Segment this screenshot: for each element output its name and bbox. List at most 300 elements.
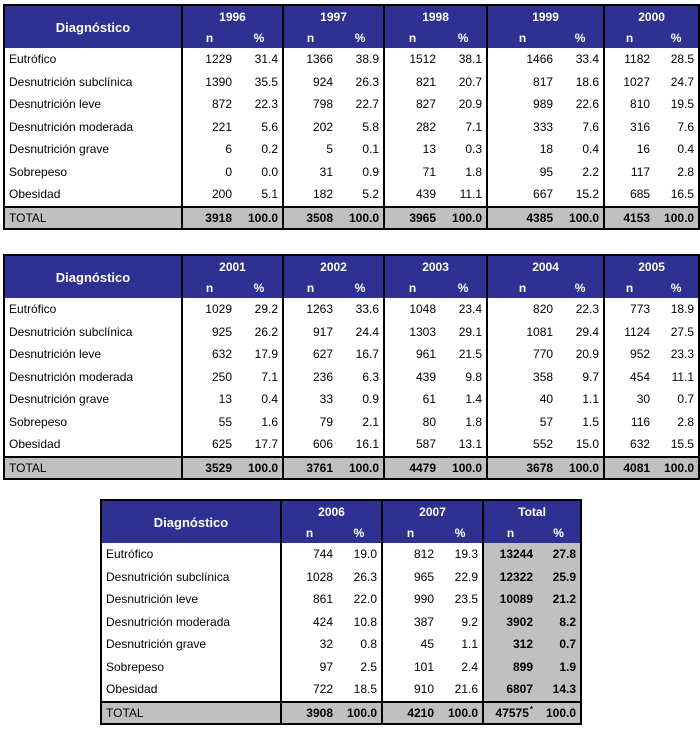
total-value: 3678 bbox=[526, 460, 554, 475]
count-cell: 6807 bbox=[483, 678, 537, 702]
percent-cell: 38.1 bbox=[440, 48, 487, 71]
year-header: 2004 bbox=[487, 255, 604, 278]
percent-cell: 9.8 bbox=[440, 366, 487, 389]
percent-cell: 22.0 bbox=[337, 588, 382, 611]
total-percent-cell bbox=[654, 207, 699, 229]
row-label: Desnutrición subclínica bbox=[4, 71, 182, 94]
nutrition-table-2006-2007-total bbox=[100, 499, 582, 725]
percent-cell: 26.3 bbox=[337, 566, 382, 589]
row-label: Sobrepeso bbox=[4, 411, 182, 434]
table-row bbox=[4, 433, 699, 457]
percent-cell: 2.4 bbox=[438, 656, 483, 679]
n-header: n bbox=[283, 278, 337, 298]
row-label: Desnutrición leve bbox=[4, 93, 182, 116]
count-cell: 95 bbox=[539, 164, 554, 179]
n-header: n bbox=[604, 28, 654, 48]
percent-cell: 19.0 bbox=[337, 543, 382, 566]
row-label: Desnutrición grave bbox=[4, 138, 182, 161]
count-cell: 1182 bbox=[624, 52, 651, 67]
total-label: TOTAL bbox=[4, 457, 182, 479]
percent-header: % bbox=[537, 523, 581, 543]
percent-header: % bbox=[337, 523, 382, 543]
table-row bbox=[4, 93, 699, 116]
percent-cell: 5.2 bbox=[337, 183, 384, 207]
count-cell: 101 bbox=[413, 659, 435, 674]
count-cell: 917 bbox=[312, 324, 334, 339]
percent-cell: 14.3 bbox=[537, 678, 581, 702]
count-cell: 820 bbox=[533, 302, 554, 317]
total-percent-cell bbox=[236, 457, 283, 479]
count-cell: 925 bbox=[211, 324, 232, 339]
year-header: 1998 bbox=[384, 5, 487, 28]
percent-cell: 33.6 bbox=[337, 298, 384, 321]
count-cell: 358 bbox=[533, 369, 554, 384]
percent-cell: 22.7 bbox=[337, 93, 384, 116]
total-count-cell bbox=[382, 702, 438, 724]
percent-cell: 22.3 bbox=[557, 298, 604, 321]
count-cell: 13 bbox=[422, 142, 437, 157]
percent-cell: 18.9 bbox=[654, 298, 699, 321]
percent-cell: 18.6 bbox=[557, 71, 604, 94]
percent-cell: 15.5 bbox=[654, 433, 699, 457]
count-cell: 282 bbox=[416, 119, 437, 134]
count-cell: 1028 bbox=[306, 569, 333, 584]
percent-cell: 22.6 bbox=[557, 93, 604, 116]
total-value: 3908 bbox=[306, 705, 333, 720]
count-cell: 202 bbox=[312, 119, 334, 134]
table-row bbox=[4, 183, 699, 207]
percent-cell: 27.8 bbox=[537, 543, 581, 566]
percent-cell: 0.1 bbox=[337, 138, 384, 161]
total-value: 100.0 bbox=[349, 460, 380, 475]
count-cell: 722 bbox=[312, 682, 333, 697]
percent-cell: 29.2 bbox=[236, 298, 283, 321]
total-percent-cell bbox=[236, 207, 283, 229]
count-cell: 182 bbox=[312, 187, 334, 202]
total-value: 100.0 bbox=[664, 460, 695, 475]
total-value: 100.0 bbox=[664, 210, 695, 225]
count-cell: 1390 bbox=[205, 74, 232, 89]
percent-cell: 5.8 bbox=[337, 116, 384, 139]
total-value: 3918 bbox=[205, 210, 232, 225]
percent-cell: 29.1 bbox=[440, 321, 487, 344]
count-cell: 71 bbox=[422, 164, 437, 179]
count-cell: 31 bbox=[319, 164, 334, 179]
percent-cell: 5.1 bbox=[236, 183, 283, 207]
percent-cell: 0.2 bbox=[236, 138, 283, 161]
year-header: 2000 bbox=[604, 5, 699, 28]
header-row-years bbox=[4, 5, 699, 28]
count-cell: 773 bbox=[630, 302, 651, 317]
percent-header: % bbox=[236, 278, 283, 298]
year-header: 2006 bbox=[281, 500, 382, 523]
column-header-diagnostico: Diagnóstico bbox=[4, 5, 182, 48]
count-cell: 1027 bbox=[623, 74, 651, 89]
table-row bbox=[4, 388, 699, 411]
count-cell: 55 bbox=[218, 414, 232, 429]
total-value: 3508 bbox=[306, 210, 334, 225]
percent-cell: 1.1 bbox=[557, 388, 604, 411]
row-label: Desnutrición grave bbox=[101, 633, 281, 656]
count-cell: 1366 bbox=[306, 52, 334, 67]
total-value: 4153 bbox=[623, 210, 651, 225]
table-row bbox=[4, 71, 699, 94]
table-row bbox=[4, 48, 699, 71]
percent-cell: 24.4 bbox=[337, 321, 384, 344]
count-cell: 1081 bbox=[526, 324, 554, 339]
table-row bbox=[101, 678, 581, 702]
percent-header: % bbox=[337, 28, 384, 48]
row-label: Eutrófico bbox=[4, 48, 182, 71]
percent-cell: 1.8 bbox=[440, 161, 487, 184]
count-cell: 5 bbox=[326, 142, 334, 157]
count-cell: 821 bbox=[416, 74, 437, 89]
total-value: 4210 bbox=[407, 705, 435, 720]
row-label: Desnutrición leve bbox=[101, 588, 281, 611]
row-label: Desnutrición leve bbox=[4, 343, 182, 366]
total-value: 100.0 bbox=[569, 210, 600, 225]
year-header: 2007 bbox=[382, 500, 483, 523]
year-header: Total bbox=[483, 500, 581, 523]
total-value: 100.0 bbox=[452, 210, 483, 225]
total-count-cell bbox=[182, 457, 236, 479]
count-cell: 40 bbox=[539, 392, 554, 407]
count-cell: 13 bbox=[218, 392, 232, 407]
percent-cell: 17.7 bbox=[236, 433, 283, 457]
row-label: Obesidad bbox=[101, 678, 281, 702]
total-percent-cell bbox=[438, 702, 483, 724]
total-row bbox=[4, 457, 699, 479]
count-cell: 439 bbox=[416, 187, 437, 202]
count-cell: 250 bbox=[211, 369, 232, 384]
percent-cell: 7.1 bbox=[440, 116, 487, 139]
count-cell: 1124 bbox=[624, 324, 651, 339]
total-value: 3761 bbox=[306, 460, 334, 475]
percent-cell: 7.1 bbox=[236, 366, 283, 389]
total-percent-cell bbox=[337, 207, 384, 229]
total-value: 3529 bbox=[205, 460, 232, 475]
year-header: 2001 bbox=[182, 255, 283, 278]
count-cell: 1512 bbox=[409, 52, 437, 67]
n-header: n bbox=[281, 523, 337, 543]
n-header: n bbox=[483, 523, 537, 543]
row-label: Eutrófico bbox=[4, 298, 182, 321]
total-value: 4081 bbox=[623, 460, 651, 475]
total-value: 100.0 bbox=[247, 460, 279, 475]
row-label: Desnutrición moderada bbox=[101, 611, 281, 634]
total-percent-cell bbox=[337, 702, 382, 724]
percent-cell: 21.5 bbox=[440, 343, 487, 366]
count-cell: 990 bbox=[413, 592, 435, 607]
percent-cell: 0.0 bbox=[236, 161, 283, 184]
header-row-years bbox=[4, 255, 699, 278]
count-cell: 872 bbox=[211, 97, 232, 112]
percent-cell: 22.3 bbox=[236, 93, 283, 116]
percent-cell: 17.9 bbox=[236, 343, 283, 366]
n-header: n bbox=[283, 28, 337, 48]
count-cell: 685 bbox=[630, 187, 651, 202]
year-header: 1999 bbox=[487, 5, 604, 28]
row-label: Desnutrición subclínica bbox=[101, 566, 281, 589]
percent-cell: 20.7 bbox=[440, 71, 487, 94]
year-header: 2005 bbox=[604, 255, 699, 278]
table-row bbox=[101, 588, 581, 611]
count-cell: 1229 bbox=[205, 52, 232, 67]
total-count-cell bbox=[182, 207, 236, 229]
percent-cell: 2.2 bbox=[557, 161, 604, 184]
percent-cell: 2.8 bbox=[654, 161, 699, 184]
percent-cell: 23.5 bbox=[438, 588, 483, 611]
count-cell: 798 bbox=[312, 97, 334, 112]
count-cell: 32 bbox=[319, 637, 333, 652]
row-label: Desnutrición moderada bbox=[4, 116, 182, 139]
table-row bbox=[101, 656, 581, 679]
percent-cell: 0.7 bbox=[537, 633, 581, 656]
row-label: Desnutrición moderada bbox=[4, 366, 182, 389]
count-cell: 861 bbox=[312, 592, 333, 607]
count-cell: 12322 bbox=[483, 566, 537, 589]
percent-cell: 1.8 bbox=[440, 411, 487, 434]
table-row bbox=[4, 321, 699, 344]
total-percent-cell bbox=[557, 207, 604, 229]
row-label: Sobrepeso bbox=[4, 161, 182, 184]
year-header: 2003 bbox=[384, 255, 487, 278]
total-count-cell bbox=[384, 207, 440, 229]
count-cell: 924 bbox=[312, 74, 334, 89]
row-label: Desnutrición grave bbox=[4, 388, 182, 411]
count-cell: 744 bbox=[312, 547, 333, 562]
count-cell: 236 bbox=[312, 369, 334, 384]
count-cell: 3902 bbox=[483, 611, 537, 634]
total-value: 100.0 bbox=[546, 705, 577, 720]
n-header: n bbox=[384, 28, 440, 48]
n-header: n bbox=[604, 278, 654, 298]
percent-header: % bbox=[438, 523, 483, 543]
count-cell: 97 bbox=[319, 659, 333, 674]
row-label: Eutrófico bbox=[101, 543, 281, 566]
total-count-cell bbox=[604, 457, 654, 479]
percent-cell: 0.4 bbox=[557, 138, 604, 161]
count-cell: 33 bbox=[319, 392, 334, 407]
count-cell: 1466 bbox=[526, 52, 554, 67]
count-cell: 1029 bbox=[205, 302, 232, 317]
count-cell: 312 bbox=[483, 633, 537, 656]
total-value: 100.0 bbox=[448, 705, 479, 720]
count-cell: 61 bbox=[422, 392, 437, 407]
percent-cell: 25.9 bbox=[537, 566, 581, 589]
percent-cell: 18.5 bbox=[337, 678, 382, 702]
table-row bbox=[101, 611, 581, 634]
percent-cell: 2.8 bbox=[654, 411, 699, 434]
count-cell: 817 bbox=[533, 74, 554, 89]
table-row bbox=[4, 161, 699, 184]
percent-cell: 16.5 bbox=[654, 183, 699, 207]
count-cell: 827 bbox=[416, 97, 437, 112]
count-cell: 812 bbox=[413, 547, 435, 562]
percent-cell: 1.6 bbox=[236, 411, 283, 434]
table-row bbox=[4, 343, 699, 366]
percent-cell: 1.5 bbox=[557, 411, 604, 434]
percent-cell: 29.4 bbox=[557, 321, 604, 344]
percent-cell: 21.6 bbox=[438, 678, 483, 702]
header-row-years bbox=[101, 500, 581, 523]
n-header: n bbox=[487, 278, 557, 298]
percent-cell: 26.2 bbox=[236, 321, 283, 344]
total-row bbox=[101, 702, 581, 724]
count-cell: 1048 bbox=[409, 302, 437, 317]
row-label: Obesidad bbox=[4, 433, 182, 457]
count-cell: 952 bbox=[630, 347, 651, 362]
percent-cell: 28.5 bbox=[654, 48, 699, 71]
percent-cell: 0.4 bbox=[236, 388, 283, 411]
percent-cell: 6.3 bbox=[337, 366, 384, 389]
row-label: Sobrepeso bbox=[101, 656, 281, 679]
percent-cell: 27.5 bbox=[654, 321, 699, 344]
count-cell: 6 bbox=[225, 142, 232, 157]
table-row bbox=[4, 366, 699, 389]
total-row bbox=[4, 207, 699, 229]
count-cell: 667 bbox=[533, 187, 554, 202]
nutrition-table-1996-2000 bbox=[3, 4, 700, 230]
total-percent-cell bbox=[537, 702, 581, 724]
table-row bbox=[4, 138, 699, 161]
count-cell: 45 bbox=[420, 637, 435, 652]
count-cell: 810 bbox=[630, 97, 651, 112]
percent-cell: 2.1 bbox=[337, 411, 384, 434]
percent-cell: 8.2 bbox=[537, 611, 581, 634]
count-cell: 627 bbox=[312, 347, 334, 362]
count-cell: 552 bbox=[533, 437, 554, 452]
count-cell: 1263 bbox=[306, 302, 334, 317]
nutrition-table-2001-2005 bbox=[3, 254, 700, 480]
total-count-cell bbox=[487, 207, 557, 229]
row-label: Obesidad bbox=[4, 183, 182, 207]
count-cell: 770 bbox=[533, 347, 554, 362]
n-header: n bbox=[384, 278, 440, 298]
total-count-cell bbox=[283, 457, 337, 479]
total-percent-cell bbox=[557, 457, 604, 479]
total-value: 100.0 bbox=[247, 210, 279, 225]
percent-cell: 7.6 bbox=[557, 116, 604, 139]
n-header: n bbox=[182, 28, 236, 48]
count-cell: 18 bbox=[539, 142, 554, 157]
percent-cell: 10.8 bbox=[337, 611, 382, 634]
percent-cell: 16.1 bbox=[337, 433, 384, 457]
percent-cell: 35.5 bbox=[236, 71, 283, 94]
count-cell: 454 bbox=[630, 369, 651, 384]
count-cell: 57 bbox=[539, 414, 554, 429]
percent-cell: 1.1 bbox=[438, 633, 483, 656]
footnote-marker: * bbox=[529, 705, 534, 714]
count-cell: 1303 bbox=[409, 324, 437, 339]
column-header-diagnostico: Diagnóstico bbox=[4, 255, 182, 298]
table-row bbox=[4, 298, 699, 321]
percent-cell: 9.7 bbox=[557, 366, 604, 389]
total-value: 100.0 bbox=[569, 460, 600, 475]
column-header-diagnostico: Diagnóstico bbox=[101, 500, 281, 543]
percent-header: % bbox=[654, 28, 699, 48]
percent-cell: 1.9 bbox=[537, 656, 581, 679]
percent-cell: 33.4 bbox=[557, 48, 604, 71]
percent-cell: 20.9 bbox=[557, 343, 604, 366]
total-value: 4479 bbox=[409, 460, 437, 475]
percent-cell: 0.9 bbox=[337, 388, 384, 411]
year-header: 2002 bbox=[283, 255, 384, 278]
percent-cell: 0.9 bbox=[337, 161, 384, 184]
table-row bbox=[101, 633, 581, 656]
count-cell: 910 bbox=[413, 682, 435, 697]
total-value: 100.0 bbox=[452, 460, 483, 475]
percent-cell: 22.9 bbox=[438, 566, 483, 589]
count-cell: 80 bbox=[422, 414, 437, 429]
total-value: 47575 bbox=[495, 706, 529, 720]
percent-cell: 21.2 bbox=[537, 588, 581, 611]
count-cell: 0 bbox=[225, 164, 232, 179]
count-cell: 200 bbox=[211, 187, 232, 202]
total-value: 100.0 bbox=[346, 705, 378, 720]
year-header: 1996 bbox=[182, 5, 283, 28]
percent-cell: 11.1 bbox=[654, 366, 699, 389]
count-cell: 117 bbox=[630, 164, 651, 179]
total-percent-cell bbox=[440, 207, 487, 229]
percent-cell: 38.9 bbox=[337, 48, 384, 71]
total-count-cell bbox=[604, 207, 654, 229]
total-count-cell bbox=[487, 457, 557, 479]
count-cell: 387 bbox=[413, 614, 435, 629]
table-row bbox=[4, 116, 699, 139]
percent-cell: 1.4 bbox=[440, 388, 487, 411]
count-cell: 316 bbox=[630, 119, 651, 134]
percent-cell: 23.4 bbox=[440, 298, 487, 321]
percent-cell: 13.1 bbox=[440, 433, 487, 457]
count-cell: 625 bbox=[211, 437, 232, 452]
percent-cell: 0.7 bbox=[654, 388, 699, 411]
total-count-cell bbox=[483, 702, 537, 724]
n-header: n bbox=[487, 28, 557, 48]
count-cell: 424 bbox=[312, 614, 333, 629]
percent-cell: 24.7 bbox=[654, 71, 699, 94]
percent-cell: 23.3 bbox=[654, 343, 699, 366]
count-cell: 632 bbox=[630, 437, 651, 452]
count-cell: 333 bbox=[533, 119, 554, 134]
count-cell: 79 bbox=[319, 414, 334, 429]
total-label: TOTAL bbox=[4, 207, 182, 229]
percent-cell: 7.6 bbox=[654, 116, 699, 139]
total-value: 3965 bbox=[409, 210, 437, 225]
total-label: TOTAL bbox=[101, 702, 281, 724]
total-count-cell bbox=[384, 457, 440, 479]
percent-cell: 9.2 bbox=[438, 611, 483, 634]
percent-header: % bbox=[557, 28, 604, 48]
percent-header: % bbox=[440, 28, 487, 48]
count-cell: 116 bbox=[630, 414, 651, 429]
table-row bbox=[101, 566, 581, 589]
count-cell: 16 bbox=[636, 142, 651, 157]
percent-header: % bbox=[557, 278, 604, 298]
total-percent-cell bbox=[654, 457, 699, 479]
count-cell: 632 bbox=[211, 347, 232, 362]
count-cell: 961 bbox=[416, 347, 437, 362]
percent-cell: 31.4 bbox=[236, 48, 283, 71]
count-cell: 606 bbox=[312, 437, 334, 452]
percent-cell: 15.0 bbox=[557, 433, 604, 457]
total-percent-cell bbox=[337, 457, 384, 479]
percent-cell: 0.8 bbox=[337, 633, 382, 656]
year-header: 1997 bbox=[283, 5, 384, 28]
percent-cell: 16.7 bbox=[337, 343, 384, 366]
row-label: Desnutrición subclínica bbox=[4, 321, 182, 344]
percent-cell: 0.4 bbox=[654, 138, 699, 161]
